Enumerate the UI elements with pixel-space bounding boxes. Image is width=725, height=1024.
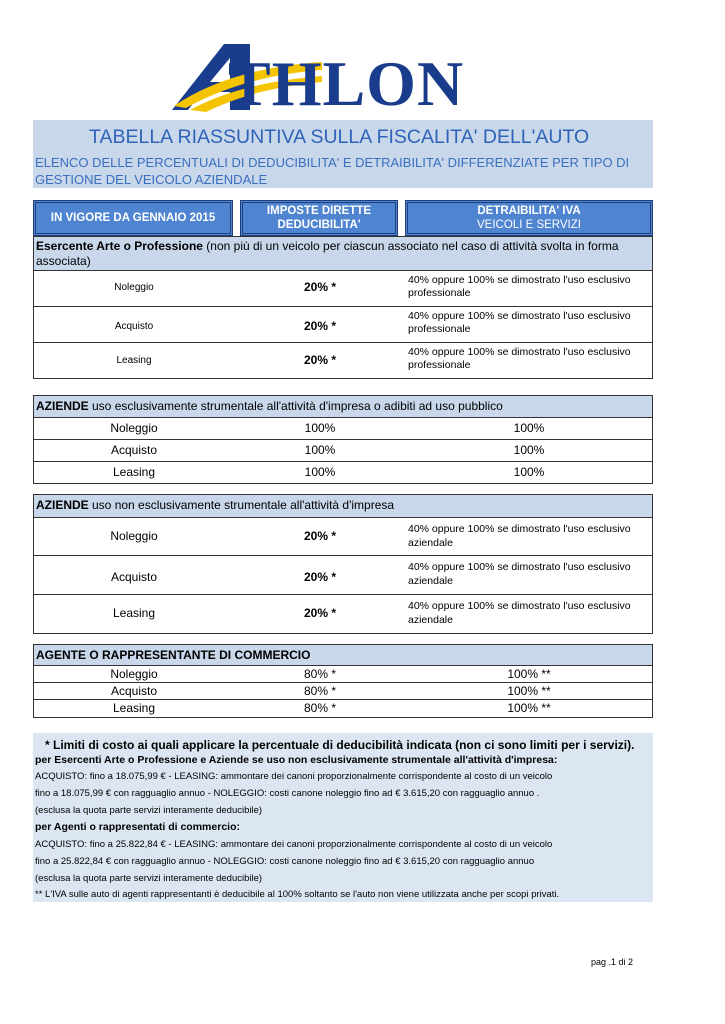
header-deducibilita-line2: DEDUCIBILITA' bbox=[277, 219, 361, 231]
table-row bbox=[34, 343, 652, 378]
note-limits: * Limiti di costo ai quali applicare la percentuale di deducibilità indicata (non ci sono limiti per i servizi). bbox=[45, 738, 635, 752]
table-row bbox=[34, 418, 652, 440]
table-row bbox=[34, 666, 652, 683]
row-type: Acquisto bbox=[110, 570, 158, 584]
table-row bbox=[34, 440, 652, 462]
row-type: Leasing bbox=[116, 355, 152, 366]
header-validity bbox=[33, 200, 233, 236]
section-heading bbox=[34, 396, 652, 418]
row-deducibilita: 80% * bbox=[303, 684, 337, 698]
row-deducibilita: 20% * bbox=[303, 353, 337, 367]
row-type: Noleggio bbox=[110, 667, 158, 681]
row-type: Acquisto bbox=[114, 321, 154, 332]
row-iva: 100% ** bbox=[507, 667, 551, 681]
section-heading-rest: uso esclusivamente strumentale all'attività d'impresa o adibiti ad uso pubblico bbox=[88, 399, 503, 413]
row-iva: 40% oppure 100% se dimostrato l'uso esclusivo aziendale bbox=[408, 523, 631, 549]
row-deducibilita: 20% * bbox=[303, 570, 337, 584]
header-validity-label: IN VIGORE DA GENNAIO 2015 bbox=[50, 212, 216, 224]
section-heading-bold: Esercente Arte o Professione bbox=[36, 239, 203, 253]
section-heading-rest: uso non esclusivamente strumentale all'attività d'impresa bbox=[88, 498, 395, 512]
row-iva: 100% bbox=[513, 421, 545, 435]
section-heading-bold: AZIENDE bbox=[36, 498, 89, 512]
row-iva: 40% oppure 100% se dimostrato l'uso esclusivo professionale bbox=[408, 310, 631, 335]
notes-box bbox=[33, 733, 653, 902]
logo-text: THLON bbox=[228, 48, 465, 119]
section-aziende-strumentale bbox=[33, 395, 653, 484]
header-iva-line1: DETRAIBILITA' IVA bbox=[477, 205, 581, 217]
row-iva: 100% ** bbox=[507, 701, 551, 715]
note-aziende-line2: fino a 18.075,99 € con ragguaglio annuo - NOLEGGIO: costi canone noleggio fino ad € 3.615,20 con ragguaglio annuo . bbox=[35, 788, 540, 799]
row-type: Acquisto bbox=[110, 684, 158, 698]
row-deducibilita: 80% * bbox=[303, 701, 337, 715]
section-heading-bold: AZIENDE bbox=[36, 399, 89, 413]
note-aziende-line1: ACQUISTO: fino a 18.075,99 € - LEASING: ammontare dei canoni proporzionalmente corrispondente al costo di un veicolo bbox=[35, 771, 553, 782]
row-iva: 40% oppure 100% se dimostrato l'uso esclusivo aziendale bbox=[408, 561, 631, 587]
note-agenti-line1: ACQUISTO: fino a 25.822,84 € - LEASING: ammontare dei canoni proporzionalmente corrispondente al costo di un veicolo bbox=[35, 839, 553, 850]
table-row bbox=[34, 462, 652, 483]
row-iva: 40% oppure 100% se dimostrato l'uso esclusivo professionale bbox=[408, 346, 631, 371]
note-agenti-line3: (esclusa la quota parte servizi interamente deducibile) bbox=[35, 873, 263, 884]
section-heading bbox=[34, 237, 652, 271]
header-deducibilita bbox=[240, 200, 398, 236]
table-row bbox=[34, 556, 652, 595]
row-type: Leasing bbox=[112, 606, 156, 620]
note-agenti-line2: fino a 25.822,84 € con ragguaglio annuo - NOLEGGIO: costi canone noleggio fino ad € 3.615,20 con ragguaglio annuo bbox=[35, 856, 535, 867]
page-title: TABELLA RIASSUNTIVA SULLA FISCALITA' DELL'AUTO bbox=[89, 126, 590, 148]
note-aziende-heading: per Esercenti Arte o Professione e Aziende se uso non esclusivamente strumentale all'attività d'impresa: bbox=[35, 754, 558, 766]
header-deducibilita-line1: IMPOSTE DIRETTE bbox=[266, 205, 372, 217]
header-iva-line2: VEICOLI E SERVIZI bbox=[477, 219, 581, 231]
row-type: Noleggio bbox=[110, 421, 158, 435]
row-deducibilita: 100% bbox=[304, 421, 336, 435]
note-iva: ** L'IVA sulle auto di agenti rappresentanti è deducibile al 100% soltanto se l'auto non viene utilizzata anche per scopi privati. bbox=[35, 889, 560, 900]
table-row bbox=[34, 595, 652, 633]
section-heading-rest: (non più di un veicolo per ciascun associato nel caso di attività svolta in forma associata) bbox=[36, 239, 619, 268]
row-deducibilita: 20% * bbox=[303, 319, 337, 333]
row-type: Noleggio bbox=[114, 282, 154, 293]
row-iva: 40% oppure 100% se dimostrato l'uso esclusivo professionale bbox=[408, 274, 631, 299]
page-subtitle: ELENCO DELLE PERCENTUALI DI DEDUCIBILITA' E DETRAIBILITA' DIFFERENZIATE PER TIPO DI GESTIONE DEL VEICOLO AZIENDALE bbox=[35, 155, 630, 187]
row-iva: 40% oppure 100% se dimostrato l'uso esclusivo aziendale bbox=[408, 600, 631, 626]
row-deducibilita: 100% bbox=[304, 465, 336, 479]
table-row bbox=[34, 518, 652, 556]
section-heading bbox=[34, 645, 652, 666]
table-row bbox=[34, 271, 652, 307]
row-deducibilita: 100% bbox=[304, 443, 336, 457]
section-aziende-non-strumentale bbox=[33, 494, 653, 634]
row-type: Noleggio bbox=[110, 529, 158, 543]
table-row bbox=[34, 700, 652, 717]
title-band bbox=[33, 120, 653, 188]
row-type: Leasing bbox=[112, 465, 156, 479]
row-iva: 100% bbox=[513, 443, 545, 457]
table-row bbox=[34, 683, 652, 700]
page-number: pag .1 di 2 bbox=[591, 957, 634, 967]
section-agenti bbox=[33, 644, 653, 718]
header-iva bbox=[405, 200, 653, 236]
section-heading bbox=[34, 495, 652, 518]
row-iva: 100% ** bbox=[507, 684, 551, 698]
section-professionisti bbox=[33, 236, 653, 379]
row-type: Leasing bbox=[112, 701, 156, 715]
row-deducibilita: 20% * bbox=[303, 606, 337, 620]
row-deducibilita: 80% * bbox=[303, 667, 337, 681]
section-heading-bold: AGENTE O RAPPRESENTANTE DI COMMERCIO bbox=[36, 648, 311, 662]
table-row bbox=[34, 307, 652, 343]
note-agenti-heading: per Agenti o rappresentati di commercio: bbox=[35, 821, 240, 833]
row-deducibilita: 20% * bbox=[303, 280, 337, 294]
row-deducibilita: 20% * bbox=[303, 529, 337, 543]
row-iva: 100% bbox=[513, 465, 545, 479]
row-type: Acquisto bbox=[110, 443, 158, 457]
note-aziende-line3: (esclusa la quota parte servizi interamente deducibile) bbox=[35, 805, 263, 816]
